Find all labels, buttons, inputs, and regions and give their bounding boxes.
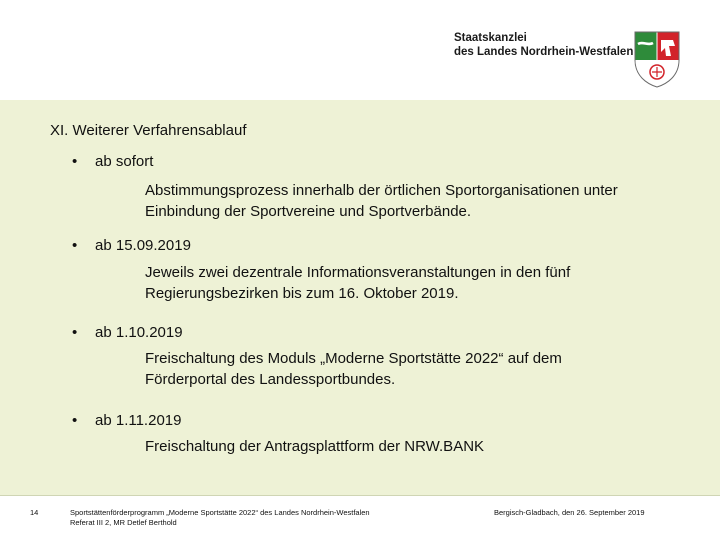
organization-name xyxy=(454,31,633,59)
item-date-label: ab 15.09.2019 xyxy=(95,237,191,254)
footer-date: Bergisch-Gladbach, den 26. September 2019 xyxy=(494,508,645,517)
description-line: Jeweils zwei dezentrale Informationsveranstaltungen in den fünf xyxy=(145,264,571,281)
bullet-marker: • xyxy=(72,412,78,429)
item-date-label: ab 1.10.2019 xyxy=(95,324,183,341)
footer-program xyxy=(70,508,370,528)
footer-program-line: Sportstättenförderprogramm „Moderne Sportstätte 2022“ des Landes Nordrhein-Westfalen xyxy=(70,508,370,517)
description-line: Einbindung der Sportvereine und Sportverbände. xyxy=(145,203,472,220)
item-description xyxy=(145,436,484,457)
org-line-1: Staatskanzlei xyxy=(454,32,527,44)
org-line-2: des Landes Nordrhein-Westfalen xyxy=(454,46,634,58)
item-description xyxy=(145,180,618,222)
item-date-label: ab sofort xyxy=(95,153,154,170)
item-description xyxy=(145,262,570,304)
slide-title: XI. Weiterer Verfahrensablauf xyxy=(50,122,247,139)
description-line: Freischaltung des Moduls „Moderne Sportstätte 2022“ auf dem xyxy=(145,350,562,367)
description-line: Abstimmungsprozess innerhalb der örtlichen Sportorganisationen unter xyxy=(145,182,618,199)
slide-header xyxy=(0,0,720,100)
footer-divider xyxy=(0,495,720,496)
item-date-label: ab 1.11.2019 xyxy=(95,412,182,429)
nrw-coat-of-arms-icon xyxy=(633,30,681,88)
description-line: Freischaltung der Antragsplattform der NRW.BANK xyxy=(145,438,485,455)
bullet-marker: • xyxy=(72,237,78,254)
item-description xyxy=(145,348,562,390)
description-line: Förderportal des Landessportbundes. xyxy=(145,371,396,388)
bullet-marker: • xyxy=(72,153,78,170)
description-line: Regierungsbezirken bis zum 16. Oktober 2019. xyxy=(145,285,459,302)
page-number: 14 xyxy=(30,508,39,517)
bullet-marker: • xyxy=(72,324,78,341)
slide-content xyxy=(0,100,720,495)
footer-author-line: Referat III 2, MR Detlef Berthold xyxy=(70,518,177,527)
